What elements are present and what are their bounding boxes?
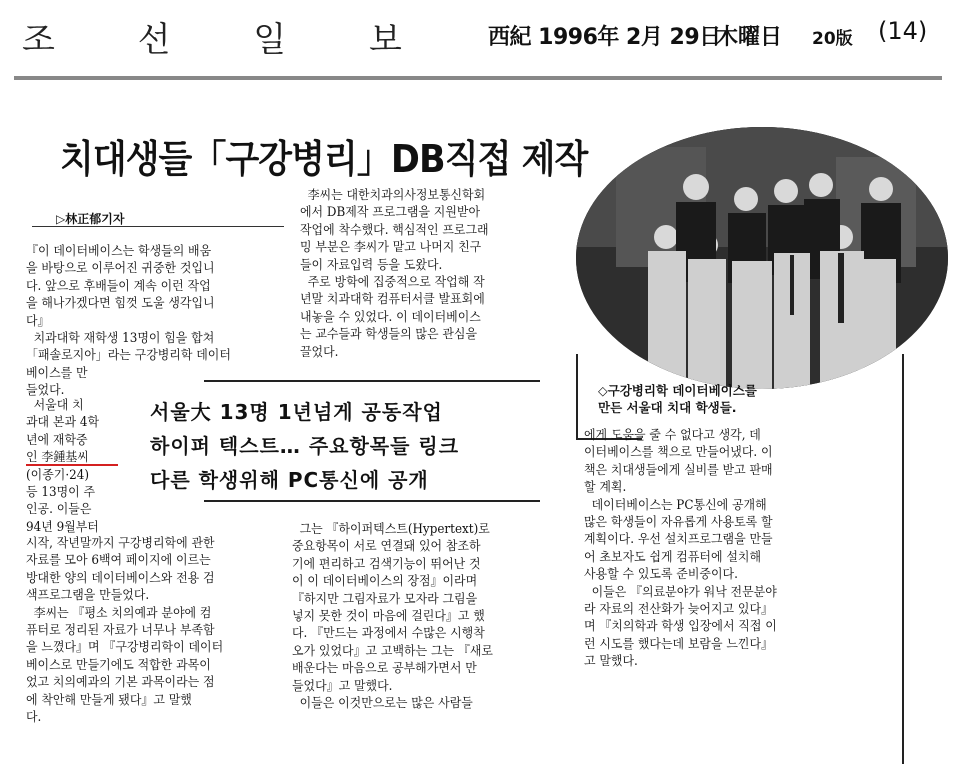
byline: ▷林正郁기자 xyxy=(56,212,125,226)
byline-rule xyxy=(32,226,284,227)
masthead-rule xyxy=(14,76,942,80)
photo-caption: ◇구강병리학 데이터베이스를 만든 서울대 치대 학생들. xyxy=(598,383,757,415)
caption-right-rule xyxy=(902,354,904,764)
subhead-2: 하이퍼 텍스트… 주요항목들 링크 xyxy=(150,434,460,458)
column-2-top-text: 李씨는 대한치과의사정보통신학회 에서 DB제작 프로그램을 지원받아 작업에 착수했다. 핵심적인 프로그래 밍 부분은 李씨가 맡고 나머지 친구 들이 자료입력 등을 도왔다. 주로 방학에 집중적으로 작업해 작 년말 치과대학 컴퓨터서클 발표회에 내놓을 수 있었다. 이 데이터베이스 는 교수들과 학생들의 많은 관심을 끌었다. xyxy=(300,187,489,359)
subhead-top-rule xyxy=(204,380,540,382)
column-1-bottom-text: 시작, 작년말까지 구강병리학에 관한 자료를 모아 6백여 페이지에 이르는 방대한 양의 데이터베이스와 전용 검 색프로그램을 만들었다. 李씨는 『평소 치의예과 분야에 컴 퓨터로 정리된 자료가 너무나 부족함 을 느꼈다』며 『구강병리학이 데이터 베이스로 만들기에도 적합한 과목이 었고 치의예과의 기본 과목이라는 점 에 착안해 만들게 됐다』고 말했 다. xyxy=(26,535,224,725)
article-headline: 치대생들「구강병리」DB직접 제작 xyxy=(60,137,588,181)
column-3-text: 에게 도움을 줄 수 없다고 생각, 데 이터베이스를 책으로 만들어냈다. 이 책은 치대생들에게 실비를 받고 판매 할 계획. 데이터베이스는 PC통신에 공개해 많은 학생들이 자유롭게 사용토록 할 계획이다. 우선 설치프로그램을 만들 어 초보자도 쉽게 컴퓨터에 설치해 사용할 수 있도록 준비중이다. 이들은 『의료분야가 워낙 전문분야 라 자료의 전산화가 늦어지고 있다』 며 『치의학과 학생 입장에서 직접 이 런 시도를 했다는데 보람을 느낀다』 고 말했다. xyxy=(584,427,777,669)
subhead-3: 다른 학생위해 PC통신에 공개 xyxy=(150,468,429,492)
column-1-narrow-text: 서울대 치 과대 본과 4학 년에 재학중 인 李鍾基씨 (이종기·24) 등 13명이 주 인공. 이들은 94년 9월부터 xyxy=(26,397,100,534)
group-photo-image xyxy=(576,127,948,389)
subhead-bottom-rule xyxy=(204,500,540,502)
column-1-top-text: 『이 데이터베이스는 학생들의 배움 을 바탕으로 이루어진 귀중한 것입니 다. 앞으로 후배들이 계속 이런 작업 을 해나가겠다면 힘껏 도울 생각입니 다』 치과대학 재학생 13명이 힘을 합쳐 「패솔로지아」라는 구강병리학 데이터 베이스를 만 들었다. xyxy=(26,243,231,398)
name-underline xyxy=(26,464,118,466)
caption-left-rule xyxy=(576,354,578,440)
group-photo xyxy=(576,127,948,389)
column-2-bottom-text: 그는 『하이퍼텍스트(Hypertext)로 중요항목이 서로 연결돼 있어 참조하 기에 편리하고 검색기능이 뛰어난 것 이 이 데이터베이스의 장점』이라며 『하지만 그림자료가 모자라 그림을 넣지 못한 것이 마음에 걸린다』고 했 다. 『만드는 과정에서 수많은 시행착 오가 있었다』고 고백하는 그는 『새로 배운다는 마음으로 공부해가면서 만 들었다』고 말했다. 이들은 이것만으로는 많은 사람들 xyxy=(292,521,493,711)
masthead-title: 조 선 일 보 xyxy=(22,20,438,60)
subhead-1: 서울大 13명 1년넘게 공동작업 xyxy=(150,400,443,424)
masthead-edition: 20版 xyxy=(812,29,853,49)
masthead-weekday: 木曜日 xyxy=(716,25,783,50)
masthead-date: 西紀 1996年 2月 29日 xyxy=(488,25,721,50)
masthead-page-number: (14) xyxy=(878,17,928,45)
